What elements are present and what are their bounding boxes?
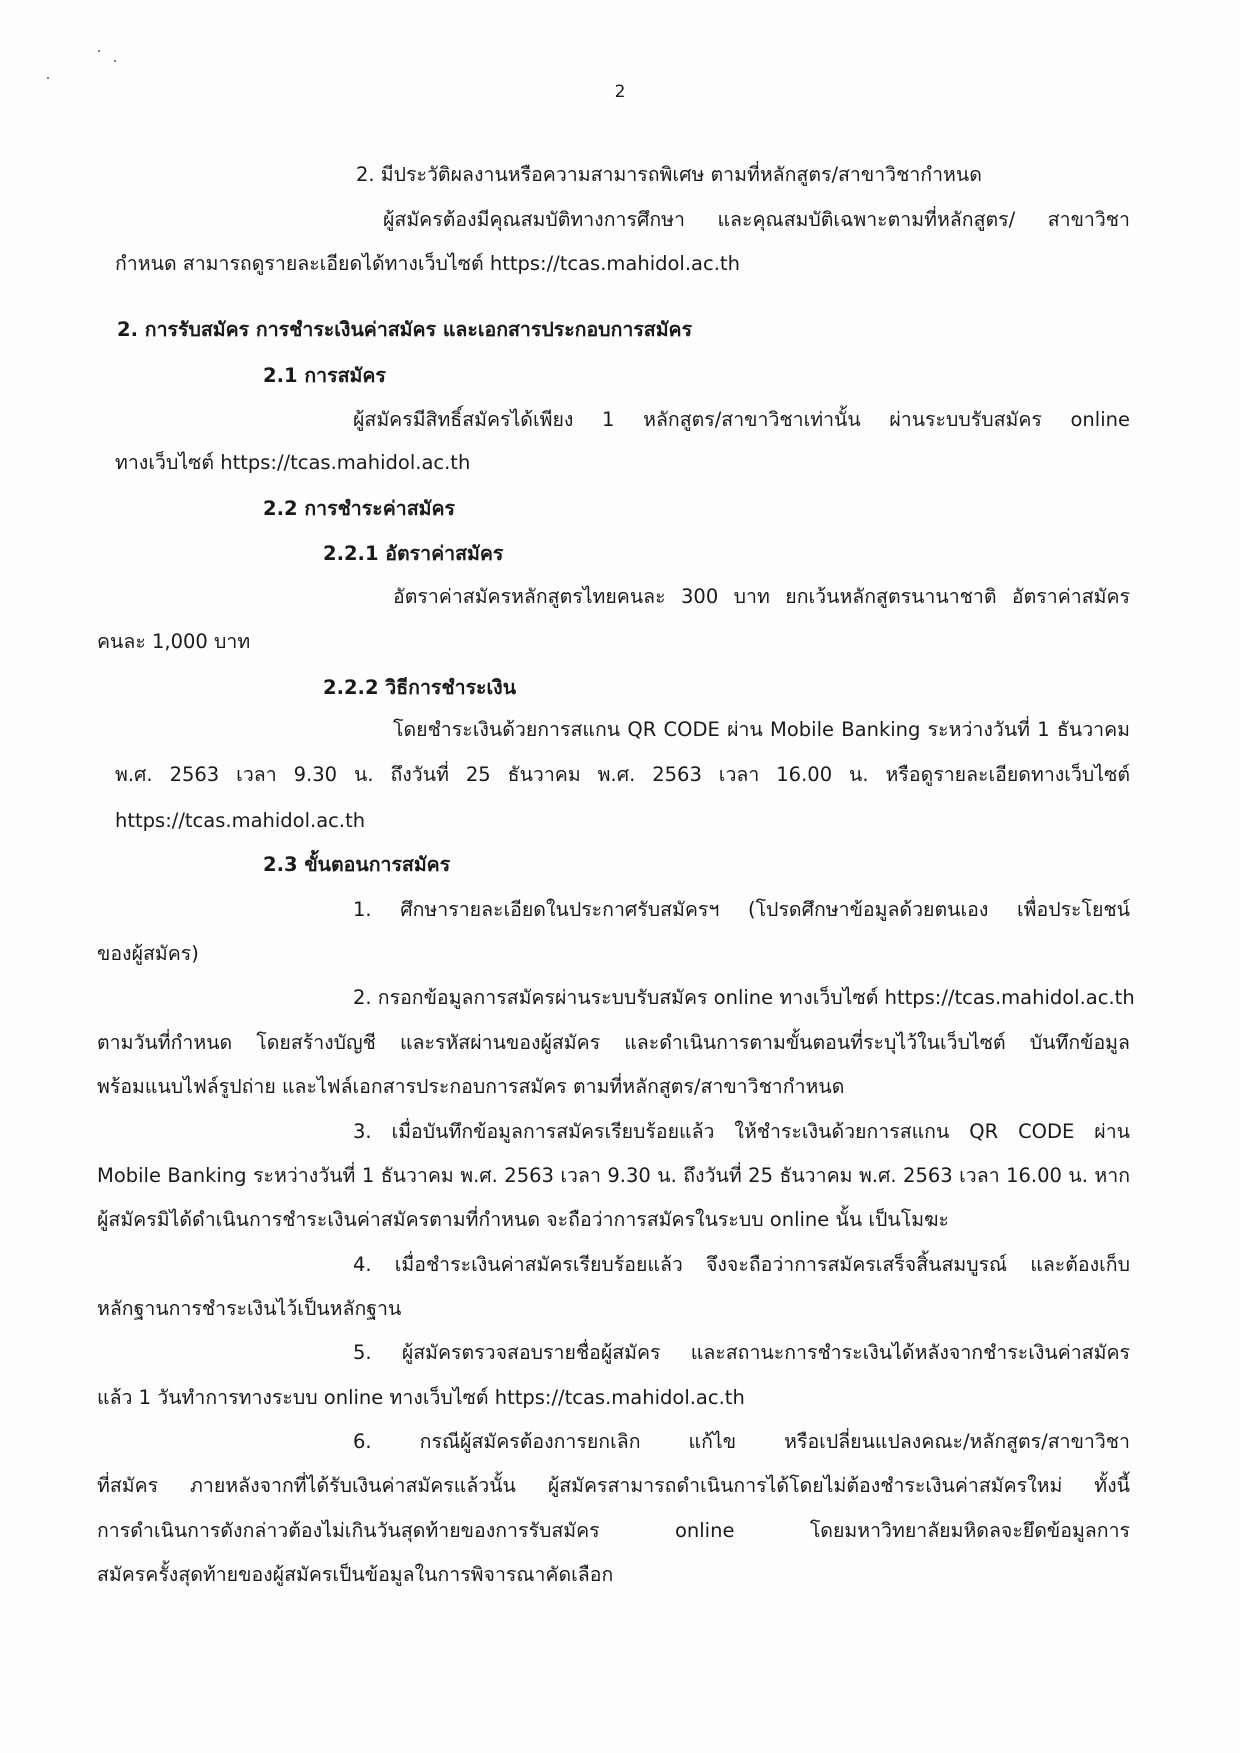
paragraph-text: อัตราค่าสมัครหลักสูตรไทยคนละ 300 บาท ยกเว้นหลักสูตรนานาชาติ อัตราค่าสมัคร bbox=[393, 585, 1130, 608]
paragraph-text: ตามวันที่กำหนด โดยสร้างบัญชี และรหัสผ่านของผู้สมัคร และดำเนินการตามขั้นตอนที่ระบุไว้ในเว็บไซต์ บันทึกข้อมูล bbox=[97, 1031, 1130, 1054]
step-4: 4. เมื่อชำระเงินค่าสมัครเรียบร้อยแล้ว จึงจะถือว่าการสมัครเสร็จสิ้นสมบูรณ์ และต้องเก็บ bbox=[353, 1253, 1130, 1276]
subsection-heading-2-3: 2.3 ขั้นตอนการสมัคร bbox=[263, 853, 451, 876]
paragraph-text: พ.ศ. 2563 เวลา 9.30 น. ถึงวันที่ 25 ธันวาคม พ.ศ. 2563 เวลา 16.00 น. หรือดูรายละเอียดทางเว็บไซต์ bbox=[115, 763, 1130, 786]
paragraph-text: ทางเว็บไซต์ https://tcas.mahidol.ac.th bbox=[115, 451, 471, 474]
paragraph-text: หลักฐานการชำระเงินไว้เป็นหลักฐาน bbox=[97, 1297, 402, 1320]
step-6: 6. กรณีผู้สมัครต้องการยกเลิก แก้ไข หรือเปลี่ยนแปลงคณะ/หลักสูตร/สาขาวิชา bbox=[353, 1430, 1130, 1453]
paragraph-text: โดยชำระเงินด้วยการสแกน QR CODE ผ่าน Mobile Banking ระหว่างวันที่ 1 ธันวาคม bbox=[393, 718, 1130, 741]
section-heading-2: 2. การรับสมัคร การชำระเงินค่าสมัคร และเอกสารประกอบการสมัคร bbox=[117, 318, 693, 341]
paragraph-text: ของผู้สมัคร) bbox=[97, 942, 199, 965]
step-5: 5. ผู้สมัครตรวจสอบรายชื่อผู้สมัคร และสถานะการชำระเงินได้หลังจากชำระเงินค่าสมัคร bbox=[353, 1341, 1130, 1364]
paragraph-text: Mobile Banking ระหว่างวันที่ 1 ธันวาคม พ.ศ. 2563 เวลา 9.30 น. ถึงวันที่ 25 ธันวาคม พ.ศ. 2563 เวลา 16.00 น. หาก bbox=[97, 1164, 1130, 1187]
scan-speck bbox=[98, 50, 100, 52]
page-number: 2 bbox=[614, 82, 626, 102]
paragraph-text: สมัครครั้งสุดท้ายของผู้สมัครเป็นข้อมูลในการพิจารณาคัดเลือก bbox=[97, 1563, 614, 1586]
scan-speck bbox=[47, 77, 49, 79]
paragraph-text: ผู้สมัครมีสิทธิ์สมัครได้เพียง 1 หลักสูตร/สาขาวิชาเท่านั้น ผ่านระบบรับสมัคร online bbox=[353, 408, 1130, 431]
step-2: 2. กรอกข้อมูลการสมัครผ่านระบบรับสมัคร online ทางเว็บไซต์ https://tcas.mahidol.ac.th bbox=[353, 986, 1135, 1009]
scan-speck bbox=[114, 60, 116, 62]
step-1: 1. ศึกษารายละเอียดในประกาศรับสมัครฯ (โปรดศึกษาข้อมูลด้วยตนเอง เพื่อประโยชน์ bbox=[353, 898, 1130, 921]
paragraph-text: ที่สมัคร ภายหลังจากที่ได้รับเงินค่าสมัครแล้วนั้น ผู้สมัครสามารถดำเนินการได้โดยไม่ต้องชำระเงินค่าสมัครใหม่ ทั้งนี้ bbox=[97, 1474, 1130, 1497]
paragraph-text: ผู้สมัครมิได้ดำเนินการชำระเงินค่าสมัครตามที่กำหนด จะถือว่าการสมัครในระบบ online นั้น เป็นโมฆะ bbox=[97, 1208, 949, 1231]
paragraph-text: https://tcas.mahidol.ac.th bbox=[115, 809, 366, 832]
paragraph-text: คนละ 1,000 บาท bbox=[97, 630, 251, 653]
qualification-item-2: 2. มีประวัติผลงานหรือความสามารถพิเศษ ตามที่หลักสูตร/สาขาวิชากำหนด bbox=[356, 163, 982, 186]
subsection-heading-2-2: 2.2 การชำระค่าสมัคร bbox=[263, 497, 455, 520]
paragraph-text: พร้อมแนบไฟล์รูปถ่าย และไฟล์เอกสารประกอบการสมัคร ตามที่หลักสูตร/สาขาวิชากำหนด bbox=[97, 1075, 845, 1098]
subsubsection-heading-2-2-2: 2.2.2 วิธีการชำระเงิน bbox=[323, 676, 517, 699]
subsection-heading-2-1: 2.1 การสมัคร bbox=[263, 364, 386, 387]
paragraph-text: กำหนด สามารถดูรายละเอียดได้ทางเว็บไซต์ https://tcas.mahidol.ac.th bbox=[115, 252, 740, 275]
paragraph-text: ผู้สมัครต้องมีคุณสมบัติทางการศึกษา และคุณสมบัติเฉพาะตามที่หลักสูตร/ สาขาวิชา bbox=[383, 208, 1130, 231]
subsubsection-heading-2-2-1: 2.2.1 อัตราค่าสมัคร bbox=[323, 542, 504, 565]
step-3: 3. เมื่อบันทึกข้อมูลการสมัครเรียบร้อยแล้ว ให้ชำระเงินด้วยการสแกน QR CODE ผ่าน bbox=[353, 1120, 1130, 1143]
paragraph-text: การดำเนินการดังกล่าวต้องไม่เกินวันสุดท้ายของการรับสมัคร online โดยมหาวิทยาลัยมหิดลจะยึดข้อมูลการ bbox=[97, 1519, 1130, 1542]
paragraph-text: แล้ว 1 วันทำการทางระบบ online ทางเว็บไซต์ https://tcas.mahidol.ac.th bbox=[97, 1386, 745, 1409]
